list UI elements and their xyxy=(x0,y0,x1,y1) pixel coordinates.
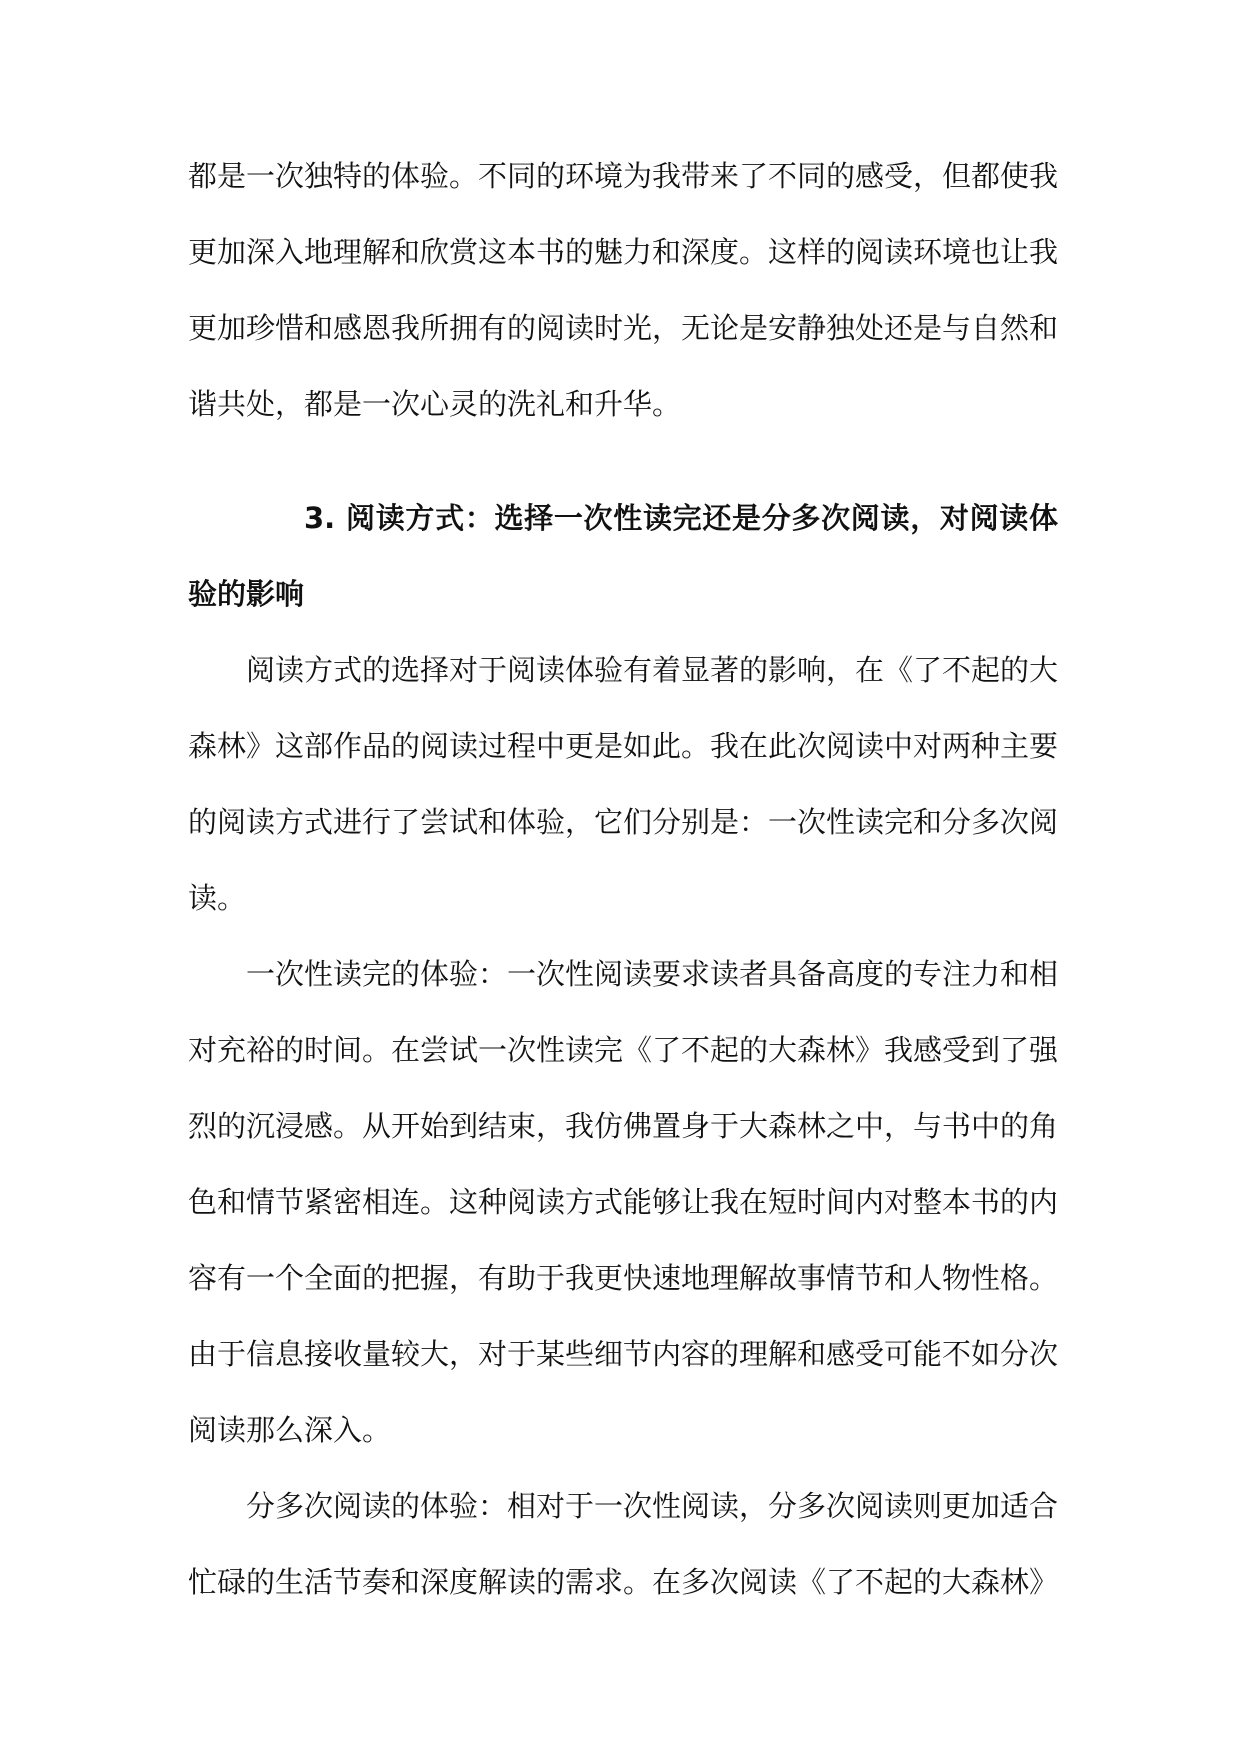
paragraph-single-sitting: 一次性读完的体验：一次性阅读要求读者具备高度的专注力和相对充裕的时间。在尝试一次性读完《了不起的大森林》我感受到了强烈的沉浸感。从开始到结束，我仿佛置身于大森林之中，与书中的角色和情节紧密相连。这种阅读方式能够让我在短时间内对整本书的内容有一个全面的把握，有助于我更快速地理解故事情节和人物性格。由于信息接收量较大，对于某些细节内容的理解和感受可能不如分次阅读那么深入。 xyxy=(188,957,1059,1447)
paragraph-reading-methods: 阅读方式的选择对于阅读体验有着显著的影响，在《了不起的大森林》这部作品的阅读过程中更是如此。我在此次阅读中对两种主要的阅读方式进行了尝试和体验，它们分别是：一次性读完和分多次阅读。 xyxy=(188,653,1059,915)
section-heading xyxy=(188,480,1058,632)
paragraph-multiple-sessions: 分多次阅读的体验：相对于一次性阅读，分多次阅读则更加适合忙碌的生活节奏和深度解读的需求。在多次阅读《了不起的大森林》 xyxy=(188,1489,1059,1599)
section-heading-title: 阅读方式：选择一次性读完还是分多次阅读，对阅读体验的影响 xyxy=(188,501,1058,611)
document-body xyxy=(188,138,1058,1620)
section-heading-number: 3. xyxy=(304,501,336,535)
paragraph-continuation: 都是一次独特的体验。不同的环境为我带来了不同的感受，但都使我更加深入地理解和欣赏这本书的魅力和深度。这样的阅读环境也让我更加珍惜和感恩我所拥有的阅读时光，无论是安静独处还是与自然和谐共处，都是一次心灵的洗礼和升华。 xyxy=(188,159,1059,421)
